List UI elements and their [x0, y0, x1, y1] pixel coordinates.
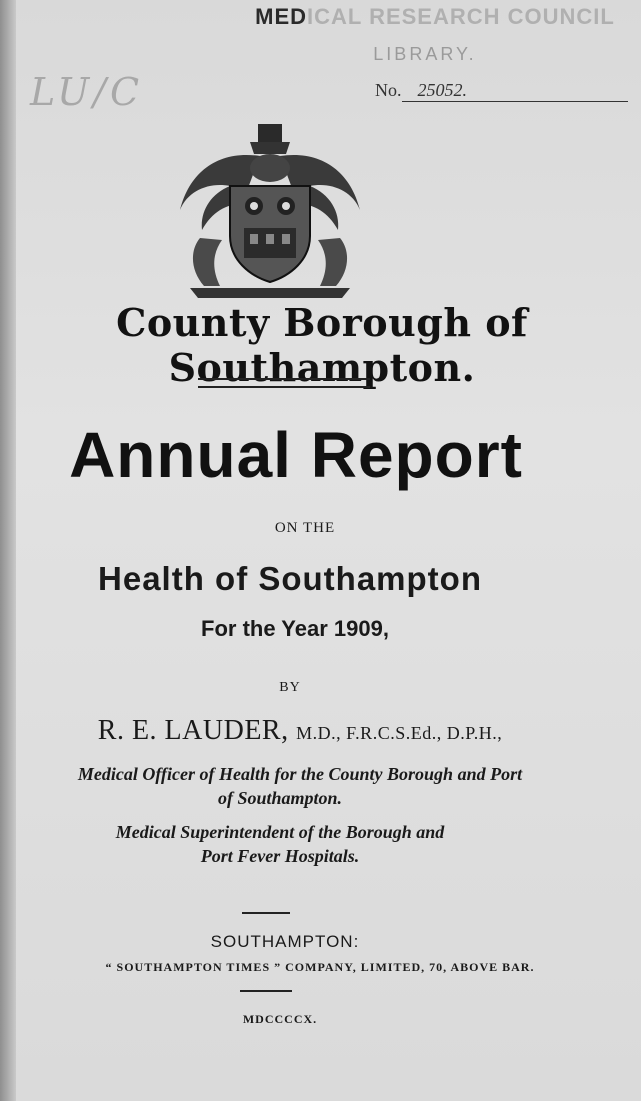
health-of-southampton-title: Health of Southampton	[98, 560, 482, 597]
short-rule-divider	[242, 912, 290, 914]
library-stamp-label: LIBRARY.	[373, 44, 477, 64]
author-line	[20, 715, 580, 747]
library-stamp-title	[230, 4, 640, 30]
by-label: BY	[279, 680, 301, 695]
author-role-medical-officer-line2: of Southampton.	[217, 788, 343, 808]
author-role-superintendent-line1: Medical Superintendent of the Borough and	[115, 822, 445, 842]
author-role-medical-officer-line1: Medical Officer of Health for the County Borough and Port	[77, 764, 523, 784]
stamp-number-label: No.	[375, 80, 402, 100]
annual-report-title: Annual Report	[69, 419, 523, 491]
imprint-year-roman: MDCCCCX.	[242, 1012, 318, 1026]
imprint-printer: “ SOUTHAMPTON TIMES ” COMPANY, LIMITED, 70, ABOVE BAR.	[105, 960, 535, 974]
handwritten-shelfmark: LU/C	[30, 70, 144, 114]
book-spine-shadow	[0, 0, 16, 1101]
short-rule-divider-2	[240, 990, 292, 992]
stamp-faded-text: ICAL RESEARCH COUNCIL	[307, 4, 615, 29]
author-qualifications: M.D., F.R.C.S.Ed., D.P.H.,	[296, 723, 503, 743]
stamp-number-value: 25052.	[402, 80, 628, 102]
on-the-label: ON THE	[274, 520, 336, 536]
imprint-city: SOUTHAMPTON:	[210, 932, 360, 951]
county-borough-heading: County Borough of Southampton.	[116, 300, 528, 390]
stamp-dark-text: MED	[255, 4, 308, 29]
double-rule-divider	[198, 378, 370, 388]
coat-of-arms-icon	[160, 120, 380, 300]
library-stamp-number	[375, 80, 628, 102]
report-year: For the Year 1909,	[201, 616, 389, 641]
author-name: R. E. LAUDER,	[97, 715, 289, 746]
author-role-superintendent-line2: Port Fever Hospitals.	[200, 846, 360, 866]
